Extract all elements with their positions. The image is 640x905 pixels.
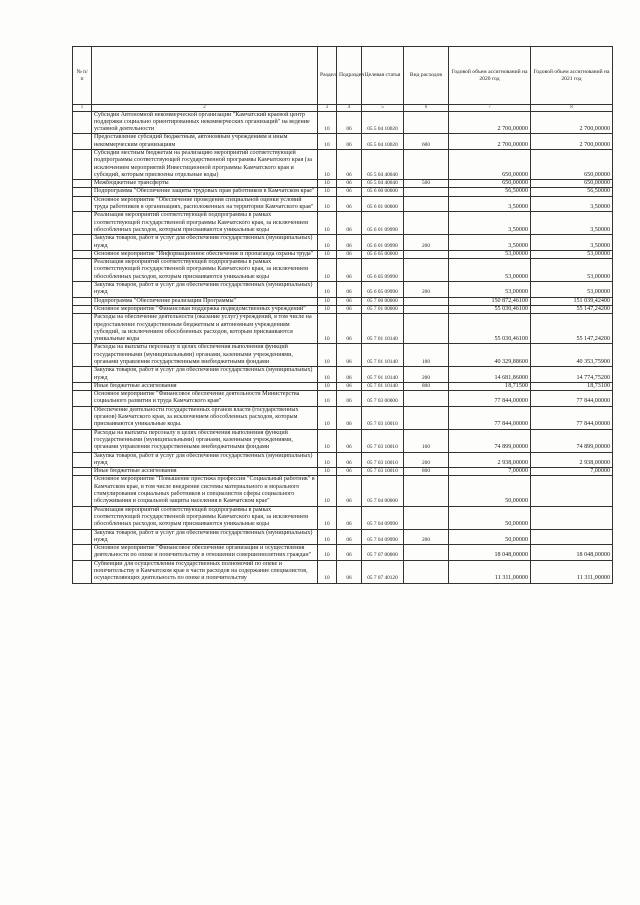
cell-amount-2020: 77 844,00000: [449, 391, 531, 407]
table-row: [73, 506, 613, 529]
cell-expense-type: 200: [404, 452, 449, 468]
cell-razdel: 10: [318, 196, 337, 212]
cell-razdel: 10: [318, 111, 337, 134]
cell-name: Реализация мероприятий соответствующей подпрограммы в рамках соответствующей государственной программы Камчатского края, за исключением обособленных расходов, которым присваиваются уникальные коды: [92, 212, 318, 235]
cell-target-article: 05 7 04 09990: [362, 506, 404, 529]
cell-amount-2020: 3,50000: [449, 196, 531, 212]
cell-amount-2020: 2 700,00000: [449, 111, 531, 134]
cell-razdel: 10: [318, 282, 337, 298]
cell-number: [73, 235, 92, 251]
header-razdel: Раздел: [318, 47, 337, 105]
cell-name: Закупка товаров, работ и услуг для обеспечения государственных (муниципальных) нужд: [92, 235, 318, 251]
column-number: 8: [531, 105, 613, 112]
cell-podrazdel: 06: [337, 188, 362, 196]
header-amount-2021: Годовой объем ассигнований на 2021 год: [531, 47, 613, 105]
cell-target-article: 05 7 03 10010: [362, 406, 404, 429]
cell-number: [73, 250, 92, 258]
cell-number: [73, 506, 92, 529]
cell-number: [73, 188, 92, 196]
table-row: [73, 188, 613, 196]
cell-expense-type: [404, 149, 449, 179]
cell-name: Основное мероприятие "Информационное обеспечение и пропаганда охраны труда": [92, 250, 318, 258]
cell-podrazdel: 06: [337, 545, 362, 561]
cell-razdel: 10: [318, 188, 337, 196]
cell-name: Расходы на обеспечение деятельности (оказание услуг) учреждений, в том числе на предоставление государственным бюджетным и автономным учреждениям субсидий, за исключением обособленных расходов, которым присваиваются уникальные коды: [92, 314, 318, 344]
cell-name: Расходы на выплаты персоналу в целях обеспечения выполнения функций государственными (муниципальными) органами, казенными учреждениями, органами управления государственными внебюджетными фондами: [92, 344, 318, 367]
cell-name: Обеспечение деятельности государственных органов власти (государственных органов) Камчатского края, за исключением обособленных расходов, которым присваиваются уникальные коды.: [92, 406, 318, 429]
cell-razdel: 10: [318, 235, 337, 251]
cell-amount-2020: 2 938,00000: [449, 452, 531, 468]
cell-target-article: 05 7 01 00000: [362, 305, 404, 313]
cell-name: Основное мероприятие "Обеспечение проведения специальной оценки условий труда работников в организациях, расположенных на территории Камчатского края": [92, 196, 318, 212]
cell-amount-2020: 3,50000: [449, 212, 531, 235]
cell-amount-2021: 2 700,00000: [531, 111, 613, 134]
cell-expense-type: [404, 188, 449, 196]
cell-amount-2020: 50,00000: [449, 529, 531, 545]
cell-target-article: 05 7 03 10010: [362, 452, 404, 468]
cell-amount-2020: 650,00000: [449, 149, 531, 179]
cell-podrazdel: 06: [337, 196, 362, 212]
cell-expense-type: 200: [404, 367, 449, 383]
cell-name: Субсидия Автономной некоммерческой организации "Камчатский краевой центр поддержки социально ориентированных некоммерческих организаций" на ведение уставной деятельности: [92, 111, 318, 134]
cell-target-article: 05 5 04 40040: [362, 180, 404, 188]
cell-expense-type: [404, 506, 449, 529]
cell-target-article: 05 6 01 09990: [362, 235, 404, 251]
column-number: 2: [92, 105, 318, 112]
cell-name: Закупка товаров, работ и услуг для обеспечения государственных (муниципальных) нужд: [92, 452, 318, 468]
table-row: [73, 149, 613, 179]
cell-amount-2020: 56,50000: [449, 188, 531, 196]
cell-razdel: 10: [318, 180, 337, 188]
cell-number: [73, 259, 92, 282]
cell-amount-2020: 53,00000: [449, 259, 531, 282]
column-number: 5: [362, 105, 404, 112]
cell-target-article: 05 7 01 10140: [362, 367, 404, 383]
cell-amount-2021: 56,50000: [531, 188, 613, 196]
cell-razdel: 10: [318, 305, 337, 313]
table-row: [73, 344, 613, 367]
cell-razdel: 10: [318, 452, 337, 468]
cell-expense-type: 600: [404, 134, 449, 150]
cell-expense-type: 100: [404, 429, 449, 452]
cell-number: [73, 180, 92, 188]
cell-target-article: 05 6 05 00000: [362, 250, 404, 258]
cell-number: [73, 391, 92, 407]
cell-number: [73, 134, 92, 150]
cell-expense-type: [404, 476, 449, 506]
cell-amount-2020: 40 329,88600: [449, 344, 531, 367]
cell-razdel: 10: [318, 149, 337, 179]
cell-amount-2021: 2 938,00000: [531, 452, 613, 468]
cell-number: [73, 297, 92, 305]
cell-target-article: 05 5 04 10020: [362, 111, 404, 134]
cell-name: Субсидии местным бюджетам на реализацию мероприятий соответствующей подпрограммы соответствующей государственной программы Камчатского края (за исключением мероприятий Инвестиционной программы Камчатского края и субсидий, которым присвоены отдельные коды): [92, 149, 318, 179]
cell-number: [73, 196, 92, 212]
cell-name: Иные бюджетные ассигнования: [92, 382, 318, 390]
cell-amount-2020: 14 681,86000: [449, 367, 531, 383]
cell-expense-type: 100: [404, 344, 449, 367]
cell-expense-type: [404, 391, 449, 407]
cell-target-article: 05 6 01 09990: [362, 212, 404, 235]
cell-podrazdel: 06: [337, 212, 362, 235]
cell-name: Иные бюджетные ассигнования: [92, 468, 318, 476]
table-row: [73, 560, 613, 583]
cell-podrazdel: 06: [337, 468, 362, 476]
cell-name: Основное мероприятие "Повышение престижа профессии "Социальный работник" в Камчатском крае, в том числе внедрение системы материального и морального стимулирования социальных работников и специалистов сферы социального обслуживания и социальной защиты населения в Камчатском крае": [92, 476, 318, 506]
cell-target-article: 05 7 00 00000: [362, 297, 404, 305]
cell-amount-2020: 3,50000: [449, 235, 531, 251]
cell-number: [73, 529, 92, 545]
cell-expense-type: [404, 305, 449, 313]
table-row: [73, 196, 613, 212]
cell-podrazdel: 06: [337, 476, 362, 506]
cell-razdel: 10: [318, 314, 337, 344]
header-podrazdel: Подраздел: [337, 47, 362, 105]
cell-amount-2021: 18,73100: [531, 382, 613, 390]
cell-expense-type: [404, 297, 449, 305]
table-row: [73, 406, 613, 429]
cell-podrazdel: 06: [337, 367, 362, 383]
cell-number: [73, 560, 92, 583]
table-row: [73, 134, 613, 150]
cell-expense-type: 200: [404, 529, 449, 545]
table-row: [73, 429, 613, 452]
cell-target-article: 05 7 01 10140: [362, 382, 404, 390]
cell-expense-type: [404, 111, 449, 134]
table-row: [73, 391, 613, 407]
column-number: 4: [337, 105, 362, 112]
cell-number: [73, 406, 92, 429]
cell-expense-type: 200: [404, 235, 449, 251]
table-row: [73, 235, 613, 251]
cell-name: Расходы на выплаты персоналу в целях обеспечения выполнения функций государственными (муниципальными) органами, казенными учреждениями, органами управления государственными внебюджетными фондами: [92, 429, 318, 452]
cell-target-article: 05 6 05 09990: [362, 282, 404, 298]
cell-name: Основное мероприятие "Финансовое обеспечение деятельности Министерства социального развития и труда Камчатского края": [92, 391, 318, 407]
cell-number: [73, 111, 92, 134]
cell-podrazdel: 06: [337, 429, 362, 452]
table-row: [73, 476, 613, 506]
cell-target-article: 05 7 03 10010: [362, 429, 404, 452]
cell-amount-2020: 2 700,00000: [449, 134, 531, 150]
cell-amount-2020: 77 844,00000: [449, 406, 531, 429]
cell-amount-2020: 18,71500: [449, 382, 531, 390]
cell-amount-2020: 7,00000: [449, 468, 531, 476]
cell-target-article: 05 7 01 10140: [362, 314, 404, 344]
cell-number: [73, 382, 92, 390]
cell-name: Подпрограмма "Обеспечение реализации Программы": [92, 297, 318, 305]
cell-amount-2021: 53,00000: [531, 259, 613, 282]
cell-name: Предоставление субсидий бюджетным, автономным учреждениям и иным некоммерческим организациям: [92, 134, 318, 150]
cell-amount-2021: 18 048,00000: [531, 545, 613, 561]
table-row: [73, 314, 613, 344]
header-amount-2020: Годовой объем ассигнований на 2020 год: [449, 47, 531, 105]
cell-number: [73, 314, 92, 344]
cell-amount-2021: 650,00000: [531, 180, 613, 188]
cell-target-article: 05 7 07 40120: [362, 560, 404, 583]
cell-razdel: 10: [318, 476, 337, 506]
table-row: [73, 305, 613, 313]
cell-expense-type: 200: [404, 282, 449, 298]
cell-podrazdel: 06: [337, 282, 362, 298]
table-row: [73, 212, 613, 235]
cell-podrazdel: 06: [337, 259, 362, 282]
cell-amount-2021: 7,00000: [531, 468, 613, 476]
cell-expense-type: [404, 196, 449, 212]
cell-amount-2021: 151 039,42400: [531, 297, 613, 305]
cell-amount-2020: 55 030,46100: [449, 314, 531, 344]
cell-podrazdel: 06: [337, 344, 362, 367]
cell-amount-2021: 14 774,75200: [531, 367, 613, 383]
header-name: [92, 47, 318, 105]
cell-amount-2021: 3,50000: [531, 196, 613, 212]
cell-target-article: 05 7 07 00000: [362, 545, 404, 561]
cell-amount-2021: 55 147,24200: [531, 305, 613, 313]
cell-razdel: 10: [318, 134, 337, 150]
cell-number: [73, 545, 92, 561]
cell-expense-type: [404, 560, 449, 583]
cell-amount-2021: 2 700,00000: [531, 134, 613, 150]
cell-amount-2020: 11 311,00000: [449, 560, 531, 583]
cell-amount-2020: 53,00000: [449, 282, 531, 298]
table-row: [73, 111, 613, 134]
column-number: 1: [73, 105, 92, 112]
table-row: [73, 297, 613, 305]
cell-name: Закупка товаров, работ и услуг для обеспечения государственных (муниципальных) нужд: [92, 529, 318, 545]
cell-name: Реализация мероприятий соответствующей подпрограммы в рамках соответствующей государственной программы Камчатского края, за исключением обособленных расходов, которым присваиваются уникальные коды: [92, 506, 318, 529]
cell-podrazdel: 06: [337, 391, 362, 407]
cell-razdel: 10: [318, 429, 337, 452]
cell-amount-2020: 74 899,00000: [449, 429, 531, 452]
cell-razdel: 10: [318, 560, 337, 583]
table-body: [73, 111, 613, 583]
cell-amount-2021: 74 899,00000: [531, 429, 613, 452]
cell-podrazdel: 06: [337, 529, 362, 545]
cell-podrazdel: 06: [337, 297, 362, 305]
cell-razdel: 10: [318, 212, 337, 235]
table-row: [73, 529, 613, 545]
cell-target-article: 05 5 04 10020: [362, 134, 404, 150]
cell-target-article: 05 7 01 10140: [362, 344, 404, 367]
cell-amount-2021: 55 147,24200: [531, 314, 613, 344]
cell-amount-2020: 53,00000: [449, 250, 531, 258]
cell-podrazdel: 06: [337, 134, 362, 150]
cell-podrazdel: 06: [337, 235, 362, 251]
cell-expense-type: [404, 212, 449, 235]
cell-number: [73, 468, 92, 476]
table-row: [73, 468, 613, 476]
column-number: 6: [404, 105, 449, 112]
cell-amount-2020: 18 048,00000: [449, 545, 531, 561]
cell-podrazdel: 06: [337, 560, 362, 583]
cell-razdel: 10: [318, 382, 337, 390]
table-row: [73, 180, 613, 188]
cell-amount-2021: 40 353,75900: [531, 344, 613, 367]
cell-target-article: 05 6 01 00000: [362, 196, 404, 212]
cell-number: [73, 282, 92, 298]
cell-amount-2021: [531, 506, 613, 529]
cell-amount-2021: 53,00000: [531, 282, 613, 298]
cell-expense-type: [404, 314, 449, 344]
cell-target-article: 05 7 04 00000: [362, 476, 404, 506]
cell-razdel: 10: [318, 545, 337, 561]
cell-expense-type: 500: [404, 180, 449, 188]
cell-podrazdel: 06: [337, 452, 362, 468]
cell-amount-2020: 55 030,46100: [449, 305, 531, 313]
cell-amount-2021: [531, 476, 613, 506]
cell-name: Закупка товаров, работ и услуг для обеспечения государственных (муниципальных) нужд: [92, 367, 318, 383]
cell-amount-2021: 53,00000: [531, 250, 613, 258]
cell-amount-2020: 50,00000: [449, 476, 531, 506]
cell-number: [73, 212, 92, 235]
header-number: № п/п: [73, 47, 92, 105]
cell-amount-2021: [531, 529, 613, 545]
cell-name: Основное мероприятие "Финансовое обеспечение организации и осуществления деятельности по опеке и попечительству в отношении совершеннолетних граждан": [92, 545, 318, 561]
cell-razdel: 10: [318, 259, 337, 282]
cell-razdel: 10: [318, 344, 337, 367]
cell-amount-2021: 77 844,00000: [531, 391, 613, 407]
table-row: [73, 282, 613, 298]
cell-amount-2020: 150 872,46100: [449, 297, 531, 305]
cell-razdel: 10: [318, 297, 337, 305]
cell-podrazdel: 06: [337, 111, 362, 134]
column-number: 7: [449, 105, 531, 112]
header-expense-type: Вид расходов: [404, 47, 449, 105]
cell-expense-type: [404, 259, 449, 282]
table-row: [73, 259, 613, 282]
cell-amount-2021: 11 311,00000: [531, 560, 613, 583]
cell-number: [73, 305, 92, 313]
cell-number: [73, 344, 92, 367]
cell-amount-2021: 650,00000: [531, 149, 613, 179]
table-row: [73, 250, 613, 258]
cell-target-article: 05 6 00 00000: [362, 188, 404, 196]
cell-razdel: 10: [318, 506, 337, 529]
cell-podrazdel: 06: [337, 382, 362, 390]
cell-name: Подпрограмма "Обеспечение защиты трудовых прав работников в Камчатском крае": [92, 188, 318, 196]
column-number: 3: [318, 105, 337, 112]
cell-target-article: 05 6 05 09990: [362, 259, 404, 282]
cell-podrazdel: 06: [337, 180, 362, 188]
cell-expense-type: [404, 406, 449, 429]
cell-amount-2021: 77 844,00000: [531, 406, 613, 429]
cell-target-article: 05 7 03 10010: [362, 468, 404, 476]
cell-razdel: 10: [318, 468, 337, 476]
cell-name: Субвенции для осуществления государственных полномочий по опеке и попечительству в Камчатском крае в части расходов на содержание специалистов, осуществляющих деятельность по опеке и попечительству: [92, 560, 318, 583]
cell-podrazdel: 06: [337, 250, 362, 258]
table-row: [73, 452, 613, 468]
cell-name: Межбюджетные трансферты: [92, 180, 318, 188]
cell-number: [73, 429, 92, 452]
cell-number: [73, 149, 92, 179]
cell-number: [73, 476, 92, 506]
table-row: [73, 545, 613, 561]
cell-razdel: 10: [318, 250, 337, 258]
cell-expense-type: [404, 545, 449, 561]
cell-razdel: 10: [318, 391, 337, 407]
table-row: [73, 367, 613, 383]
cell-number: [73, 367, 92, 383]
cell-podrazdel: 06: [337, 149, 362, 179]
cell-podrazdel: 06: [337, 506, 362, 529]
cell-amount-2021: 3,50000: [531, 235, 613, 251]
cell-name: Основное мероприятие "Финансовая поддержка подведомственных учреждений": [92, 305, 318, 313]
cell-amount-2020: 650,00000: [449, 180, 531, 188]
cell-target-article: 05 7 04 09990: [362, 529, 404, 545]
cell-podrazdel: 06: [337, 406, 362, 429]
cell-podrazdel: 06: [337, 305, 362, 313]
cell-amount-2021: 3,50000: [531, 212, 613, 235]
cell-razdel: 10: [318, 406, 337, 429]
cell-expense-type: 800: [404, 468, 449, 476]
cell-expense-type: 800: [404, 382, 449, 390]
table-row: [73, 382, 613, 390]
cell-name: Закупка товаров, работ и услуг для обеспечения государственных (муниципальных) нужд: [92, 282, 318, 298]
header-target-article: Целевая статья: [362, 47, 404, 105]
cell-target-article: 05 5 04 40040: [362, 149, 404, 179]
cell-name: Реализация мероприятий соответствующей подпрограммы в рамках соответствующей государственной программы Камчатского края, за исключением обособленных расходов, которым присваиваются уникальные коды: [92, 259, 318, 282]
cell-expense-type: [404, 250, 449, 258]
cell-razdel: 10: [318, 529, 337, 545]
cell-number: [73, 452, 92, 468]
budget-table: [72, 46, 613, 584]
cell-razdel: 10: [318, 367, 337, 383]
table-header-row: [73, 47, 613, 105]
cell-amount-2020: 50,00000: [449, 506, 531, 529]
cell-podrazdel: 06: [337, 314, 362, 344]
cell-target-article: 05 7 03 00000: [362, 391, 404, 407]
